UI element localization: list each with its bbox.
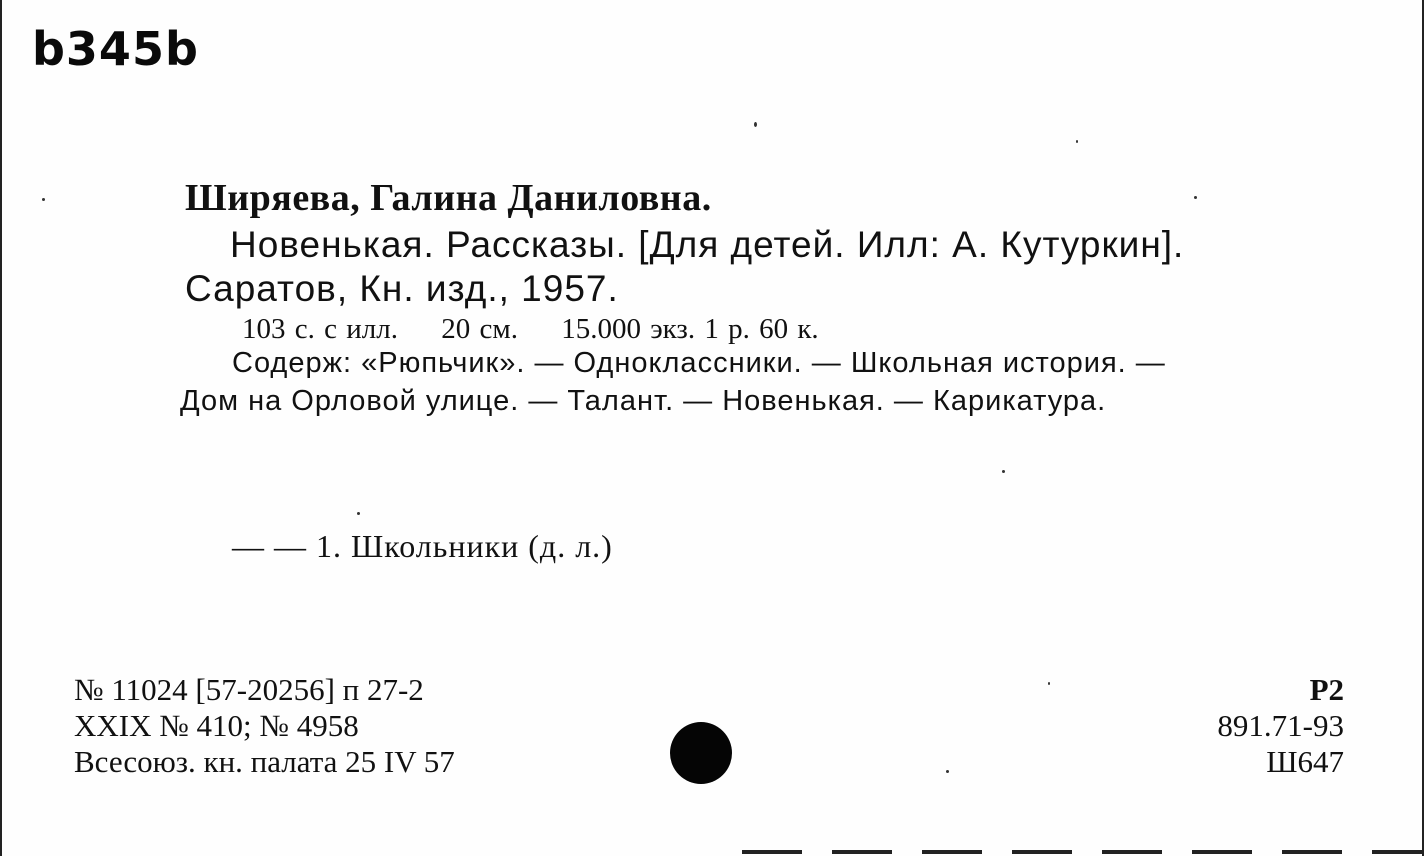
scan-speck xyxy=(42,198,45,201)
registration-block xyxy=(74,672,455,780)
page-count: 103 с. с илл. xyxy=(242,313,398,345)
cutter-number: Ш647 xyxy=(1266,744,1344,779)
classification-block xyxy=(1217,672,1344,780)
publication-imprint: Саратов, Кн. изд., 1957. xyxy=(185,268,619,309)
chamber-date: Всесоюз. кн. палата 25 IV 57 xyxy=(74,744,455,779)
scan-speck xyxy=(1048,682,1050,685)
card-bottom-edge xyxy=(742,850,1424,854)
copies-and-price: 15.000 экз. 1 р. 60 к. xyxy=(561,313,819,345)
registration-number: № 11024 [57-20256] п 27-2 xyxy=(74,672,424,707)
registration-codes: XXIX № 410; № 4958 xyxy=(74,708,359,743)
scan-speck xyxy=(754,122,757,127)
title-statement: Новенькая. Рассказы. [Для детей. Илл: А. Кутуркин]. xyxy=(230,224,1185,265)
book-size: 20 см. xyxy=(441,313,518,345)
contents-note-line-1: Содерж: «Рюпьчик». — Одноклассники. — Школьная история. — xyxy=(232,347,1166,379)
scan-speck xyxy=(1076,140,1078,143)
contents-note-line-2: Дом на Орловой улице. — Талант. — Новенькая. — Карикатура. xyxy=(180,385,1107,417)
handwritten-inventory-number: b345b xyxy=(32,22,199,76)
physical-description xyxy=(242,313,853,346)
subject-heading: — — 1. Школьники (д. л.) xyxy=(232,528,613,564)
scan-speck xyxy=(946,770,949,773)
scan-speck xyxy=(357,512,360,515)
scan-speck xyxy=(1194,196,1197,199)
udc-code: 891.71-93 xyxy=(1217,708,1344,743)
classification-index: Р2 xyxy=(1309,672,1344,707)
author-heading: Ширяева, Галина Даниловна. xyxy=(185,177,712,219)
scan-speck xyxy=(1002,470,1005,473)
punch-hole xyxy=(670,722,732,784)
